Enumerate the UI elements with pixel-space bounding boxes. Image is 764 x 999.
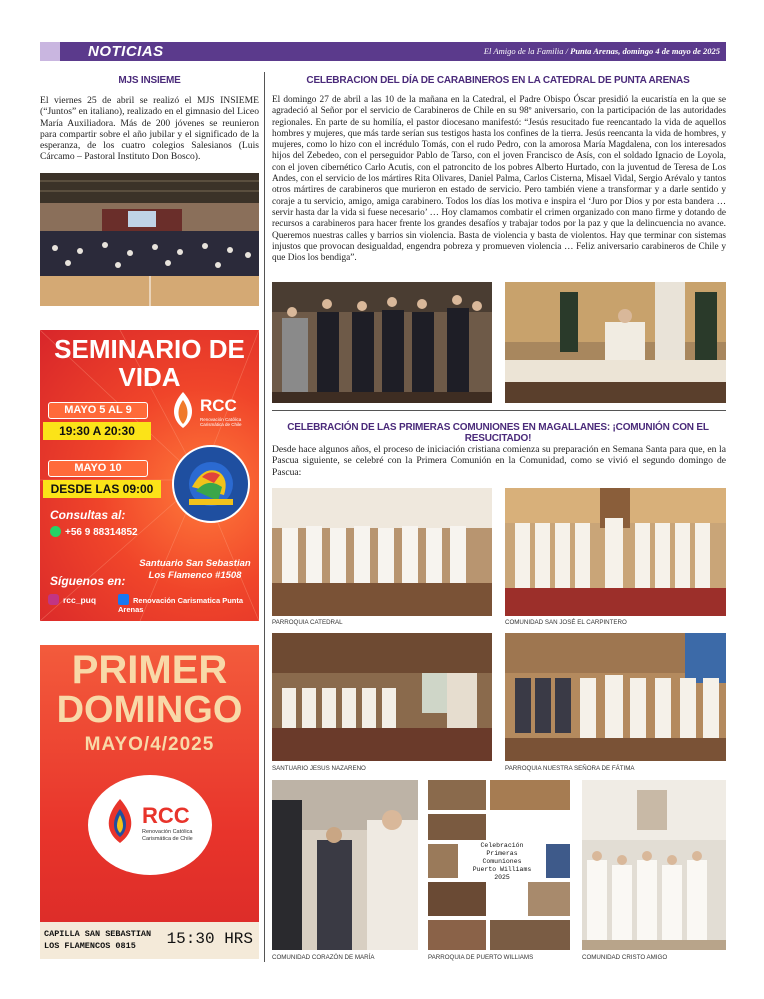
mjs-body: El viernes 25 de abril se realizó el MJS INSIEME (“Juntos” en italiano), realizado en el gimnasio del Liceo María Auxiliadora. Más de 200 jóvenes se reunieron para compartir sobre el año jubilar y el significado de la esperanza, de los cuatro colegios Salesianos (Luis Cárcamo – Pastoral Instituto Don Bosco). [40, 95, 259, 163]
chapel-address: CAPILLA SAN SEBASTIAN LOS FLAMENCOS 0815 [44, 929, 152, 951]
time-2-box: DESDE LAS 09:00 [43, 480, 161, 498]
caption-4: PARROQUIA NUESTRA SEÑORA DE FÁTIMA [505, 765, 635, 772]
follow-label: Síguenos en: [50, 574, 126, 588]
photo-corazon-de-maria [272, 780, 418, 950]
facebook-icon [118, 594, 129, 605]
photo-cristo-amigo [582, 780, 726, 950]
section-rule [272, 410, 726, 411]
phone-row: +56 9 88314852 [50, 526, 138, 538]
flame-dove-icon [168, 390, 198, 430]
photo-parroquia-catedral [272, 488, 492, 616]
photo-puerto-williams-collage [428, 780, 570, 950]
rcc-logo: RCC Renovación Católica Carismática de Chile [168, 390, 248, 440]
primer-line: PRIMER [71, 648, 228, 692]
instagram-icon [48, 594, 59, 605]
carabineros-photo-authorities [272, 282, 492, 403]
section-title: NOTICIAS [88, 43, 164, 60]
date-2-pill: MAYO 10 [48, 460, 148, 477]
carabineros-title: CELEBRACION DEL DÍA DE CARABINEROS EN LA CATEDRAL DE PUNTA ARENAS [306, 75, 690, 86]
ad-footer [40, 922, 259, 959]
venue-line-2: Los Flamenco #1508 [148, 570, 242, 581]
date-1-pill: MAYO 5 AL 9 [48, 402, 148, 419]
contact-label: Consultas al: [50, 508, 126, 522]
caption-2: COMUNIDAD SAN JOSÉ EL CARPINTERO [505, 619, 627, 626]
caption-3: SANTUARIO JESUS NAZARENO [272, 765, 366, 772]
header-tag [40, 42, 60, 61]
domingo-date: MAYO/4/2025 [84, 734, 215, 755]
time-1-box: 19:30 A 20:30 [43, 422, 151, 440]
section-header [40, 42, 726, 61]
comuniones-body: Desde hace algunos años, el proceso de iniciación cristiana comienza su preparación en Semana Santa para que, en la Pascua siguiente, se celebré con la Primera Comunión en la Comunidad, como se vivió el segundo domingo de Pascua: [272, 444, 726, 478]
instagram-row: rcc_puq [48, 594, 96, 605]
rcc-logo-circle: RCC Renovación Católica Carismática de Chile [88, 775, 212, 875]
caption-1: PARROQUIA CATEDRAL [272, 619, 343, 626]
comuniones-title: CELEBRACIÓN DE LAS PRIMERAS COMUNIONES EN MAGALLANES: ¡COMUNIÓN CON EL RESUCITADO! [287, 422, 709, 444]
carabineros-body: El domingo 27 de abril a las 10 de la mañana en la Catedral, el Padre Obispo Óscar presidió la eucaristía en la que se agradeció al Señor por el servicio de Carabineros de Chile en su 98º aniversario, con la participación de las autoridades regionales. En parte de su homilía, el pastor diocesano manifestó: “Jesús resucitado fue reencantado la vida de aquellos hombres y mujeres, que más tarde serían sus testigos hasta los confines de la tierra. Jesús reencanta la vida de hombres, y mujeres, como lo hizo con el incrédulo Tomás, con el rudo Pedro, con la amorosa María Magdalena, con los interesados hijos del Zebedeo, con el perseguidor Pablo de Tarso, con el joven Francisco de Asís, con el soldado Ignacio de Loyola, con el joven cibernético Carlo Acutis, con el patroncito de los pobres Alberto Hurtado, con la juventud de Teresa de Los Andes, con el servicio de los mártires Rita Olivares, Daniel Palma, Carlos Cisterna, Misael Vidal, Sergio Arévalo y tantos otros mártires de carabineros que murieron en estado de servicio. Pero también viene a transformar y a darle sentido y coraje a tu servicio, amigo, amiga carabinero. Todos los días los motiva e inspira el ‘Juro por Dios y por esta bandera …servir hasta dar la vida si fuese necesario’ … Hoy clamamos combatir el crimen organizado con mano firme y dotando de recursos a carabineros para hacer frente los grandes desafíos y trabajar todos por la paz y que la delincuencia no avance. Queremos nuestras calles y barrios sin violencia. Basta de violencia y basta de violentos. Hay que terminar con sistemas injustos que provocan desigualdad, engendra pobreza y promueven violencia … Feliz aniversario carabineros de Chile y que Dios los bendiga”. [272, 95, 726, 264]
mjs-title: MJS INSIEME [118, 75, 181, 86]
photo-fatima [505, 633, 726, 761]
jubilee-logo-icon [174, 447, 248, 521]
venue-line-1: Santuario San Sebastian [139, 558, 251, 569]
seminario-title-2: VIDA [118, 362, 181, 392]
photo-jesus-nazareno [272, 633, 492, 761]
caption-5: COMUNIDAD CORAZÓN DE MARÍA [272, 954, 375, 961]
domingo-line: DOMINGO [56, 689, 243, 731]
column-divider [264, 72, 265, 962]
flame-dove-icon [102, 797, 138, 845]
primer-domingo-ad [40, 645, 259, 959]
edition-info: El Amigo de la Familia / Punta Arenas, domingo 4 de mayo de 2025 [483, 46, 720, 56]
seminario-ad [40, 330, 259, 621]
seminario-title-1: SEMINARIO DE [54, 334, 245, 364]
facebook-row: Renovación Carismatica Punta Arenas [118, 596, 244, 614]
mjs-photo [40, 173, 259, 306]
collage-label: Celebración Primeras Comuniones Puerto Williams 2025 [472, 842, 532, 881]
carabineros-photo-altar [505, 282, 726, 403]
jubilee-emblem [172, 445, 250, 523]
photo-san-jose-carpintero [505, 488, 726, 616]
caption-6: PARROQUIA DE PUERTO WILLIAMS [428, 954, 534, 961]
whatsapp-icon [50, 526, 61, 537]
event-time: 15:30 HRS [166, 930, 253, 948]
caption-7: COMUNIDAD CRISTO AMIGO [582, 954, 668, 961]
